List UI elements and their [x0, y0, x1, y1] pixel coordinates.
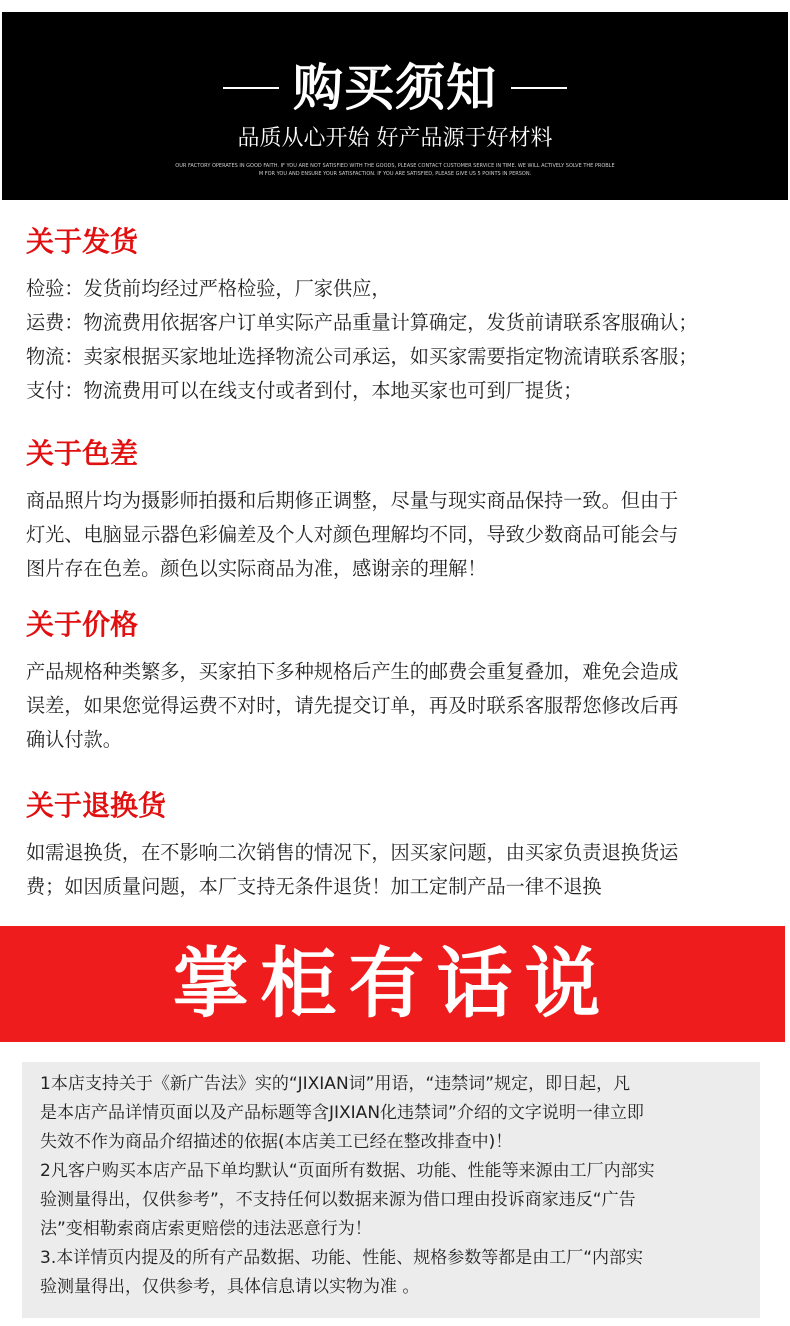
- notice-line: 法”变相勒索商店索更赔偿的违法恶意行为！: [40, 1219, 372, 1239]
- section-shipping: [26, 224, 766, 408]
- section-line: 产品规格种类繁多，买家拍下多种规格后产生的邮费会重复叠加，难免会造成: [26, 660, 679, 683]
- section-returns: [26, 788, 766, 904]
- page-title: 购买须知: [293, 59, 497, 117]
- fine-print-line: M FOR YOU AND ENSURE YOUR SATISFACTION. IF YOU ARE SATISFIED, PLEASE GIVE US 5 POINTS IN PERSON.: [258, 171, 532, 177]
- section-line: 误差，如果您觉得运费不对时，请先提交订单，再及时联系客服帮您修改后再: [26, 694, 679, 717]
- notice-box: [22, 1062, 760, 1318]
- section-heading: 关于发货: [26, 225, 139, 258]
- section-line: 确认付款。: [26, 728, 122, 751]
- section-line: 运费：物流费用依据客户订单实际产品重量计算确定，发货前请联系客服确认；: [26, 311, 698, 334]
- section-line: 灯光、电脑显示器色彩偏差及个人对颜色理解均不同，导致少数商品可能会与: [26, 523, 679, 546]
- header-banner: [2, 12, 788, 200]
- notice-line: 验测量得出，仅供参考”，不支持任何以数据来源为借口理由投诉商家违反“广告: [40, 1190, 636, 1210]
- section-line: 检验：发货前均经过严格检验，厂家供应，: [26, 277, 391, 300]
- fine-print: [152, 162, 638, 178]
- title-divider-right: [511, 87, 567, 89]
- section-heading: 关于色差: [26, 437, 139, 470]
- notice-line: 3.本详情页内提及的所有产品数据、功能、性能、规格参数等都是由工厂“内部实: [40, 1248, 644, 1268]
- notice-line: 验测量得出，仅供参考，具体信息请以实物为准 。: [40, 1277, 420, 1297]
- notice-line: 1本店支持关于《新广告法》实的“JIXIAN词”用语，“违禁词”规定，即日起，凡: [40, 1074, 631, 1094]
- section-color-difference: [26, 436, 766, 586]
- section-line: 商品照片均为摄影师拍摄和后期修正调整，尽量与现实商品保持一致。但由于: [26, 489, 679, 512]
- notice-line: 2凡客户购买本店产品下单均默认“页面所有数据、功能、性能等来源由工厂内部实: [40, 1161, 655, 1181]
- title-row: [2, 58, 788, 118]
- section-line: 图片存在色差。颜色以实际商品为准，感谢亲的理解！: [26, 557, 487, 580]
- shopkeeper-banner: 掌柜有话说: [0, 926, 785, 1042]
- section-line: 费；如因质量问题，本厂支持无条件退货！加工定制产品一律不退换: [26, 875, 602, 898]
- section-line: 物流：卖家根据买家地址选择物流公司承运，如买家需要指定物流请联系客服；: [26, 345, 698, 368]
- notice-line: 失效不作为商品介绍描述的依据(本店美工已经在整改排查中)！: [40, 1132, 513, 1152]
- section-price: [26, 607, 766, 757]
- section-line: 支付：物流费用可以在线支付或者到付，本地买家也可到厂提货；: [26, 379, 583, 402]
- section-heading: 关于价格: [26, 608, 139, 641]
- title-divider-left: [223, 87, 279, 89]
- notice-line: 是本店产品详情页面以及产品标题等含JIXIAN化违禁词”介绍的文字说明一律立即: [40, 1103, 644, 1123]
- page-subtitle: 品质从心开始 好产品源于好材料: [237, 126, 553, 151]
- section-line: 如需退换货，在不影响二次销售的情况下，因买家问题，由买家负责退换货运: [26, 841, 679, 864]
- fine-print-line: OUR FACTORY OPERATES IN GOOD FAITH. IF YOU ARE NOT SATISFIED WITH THE GOODS, PLEASE CONTACT CUSTOMER SERVICE IN TIME. WE WILL ACTIVELY SOLVE THE PROBLE: [175, 163, 615, 169]
- section-heading: 关于退换货: [26, 789, 167, 822]
